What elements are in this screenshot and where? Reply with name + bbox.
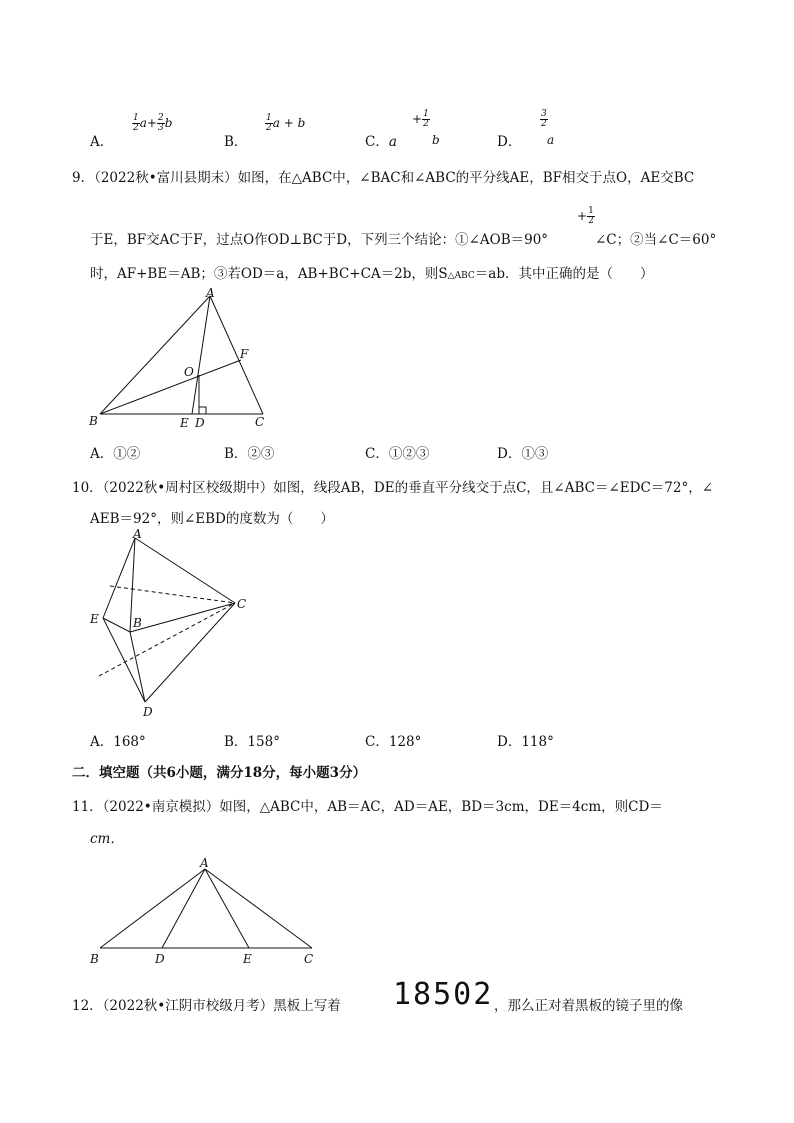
q10-option-a: A．168° — [90, 734, 146, 750]
q10-line-2: AEB＝92°，则∠EBD的度数为（ ） — [90, 511, 334, 527]
seg-ed — [103, 618, 145, 702]
q12-digits: 18502 — [393, 977, 494, 1012]
label-e: E — [243, 952, 252, 966]
q8-option-b-expr: $\frac{1}{2}$ a + b — [266, 113, 306, 133]
q9-line-2-cont: ∠C；②当∠C＝60° — [595, 232, 717, 248]
seg-ad — [162, 869, 205, 948]
seg-ac — [210, 296, 263, 414]
right-angle-mark — [199, 407, 206, 414]
q9-option-c: C．①②③ — [365, 446, 430, 462]
q9-option-b: B．②③ — [224, 446, 275, 462]
label-b: B — [133, 616, 142, 630]
q8-option-c-expr: + $\frac{1}{2}$ — [412, 109, 429, 129]
perp-bisector-ab — [110, 586, 235, 603]
q8-option-a-expr: $\frac{1}{2}$ a+ $\frac{2}{3}$ b — [133, 113, 173, 133]
label-a: A — [206, 286, 215, 300]
q9-option-a: A．①② — [90, 446, 141, 462]
seg-ae — [192, 296, 210, 414]
q10-figure — [85, 528, 265, 723]
label-d: D — [195, 416, 205, 430]
q8-option-d-var: a — [547, 133, 555, 147]
label-o: O — [184, 365, 194, 379]
label-f: F — [240, 347, 249, 361]
label-a: A — [133, 528, 142, 541]
q10-option-d: D．118° — [497, 734, 554, 750]
seg-ae — [103, 538, 135, 618]
q8-option-a: A． — [90, 134, 114, 150]
q9-option-d: D．①③ — [497, 446, 549, 462]
q11-line-1: 11．（2022•南京模拟）如图，△ABC中，AB＝AC，AD＝AE，BD＝3cm，DE＝4cm，则CD＝ — [72, 799, 663, 815]
label-c: C — [237, 597, 247, 611]
label-e: E — [180, 416, 189, 430]
q9-line-1: 9．（2022秋•富川县期末）如图，在△ABC中，∠BAC和∠ABC的平分线AE，BF相交于点O，AE交BC — [72, 170, 695, 186]
q8-option-d: D． — [497, 134, 522, 150]
section-title: 二．填空题（共6小题，满分18分，每小题3分） — [72, 765, 367, 781]
q11-figure — [85, 852, 325, 970]
q10-option-b: B．158° — [224, 734, 280, 750]
label-c: C — [255, 415, 265, 429]
seg-ab — [100, 869, 205, 948]
q10-line-1: 10．（2022秋•周村区校级期中）如图，线段AB，DE的垂直平分线交于点C，且∠ABC＝∠EDC＝72°，∠ — [72, 480, 714, 496]
q10-option-c: C．128° — [365, 734, 422, 750]
q9-line-3: 时，AF+BE＝AB；③若OD＝a，AB+BC+CA＝2b，则S△ABC＝ab．其中正确的是（ ） — [90, 266, 654, 282]
label-b: B — [89, 414, 98, 428]
label-e: E — [90, 612, 99, 626]
seg-bc — [130, 603, 235, 632]
q9-line-2: 于E，BF交AC于F，过点O作OD⊥BC于D，下列三个结论：①∠AOB＝90° — [90, 232, 549, 248]
seg-ac — [135, 538, 235, 603]
seg-bd — [130, 632, 145, 702]
seg-dc — [145, 603, 235, 702]
seg-bf — [100, 360, 241, 414]
label-d: D — [155, 952, 165, 966]
seg-ae — [205, 869, 249, 948]
q9-half-fraction: + $\frac{1}{2}$ — [577, 206, 594, 226]
label-a: A — [200, 856, 209, 870]
label-d: D — [143, 705, 153, 719]
label-b: B — [90, 952, 99, 966]
q9-figure — [85, 282, 285, 432]
q8-option-c: C．a — [365, 134, 397, 150]
label-c: C — [304, 952, 314, 966]
q8-option-b: B． — [224, 134, 248, 150]
q12-line-1a: 12．（2022秋•江阴市校级月考）黑板上写着 — [72, 998, 341, 1014]
q12-line-1b: ，那么正对着黑板的镜子里的像 — [494, 998, 683, 1014]
seg-ab — [100, 296, 210, 414]
q8-option-d-expr: $\frac{3}{2}$ — [541, 109, 547, 129]
seg-ac — [205, 869, 312, 948]
q11-line-2: cm． — [90, 831, 124, 847]
perp-bisector-de — [99, 603, 235, 676]
q8-option-c-var: b — [432, 133, 440, 147]
